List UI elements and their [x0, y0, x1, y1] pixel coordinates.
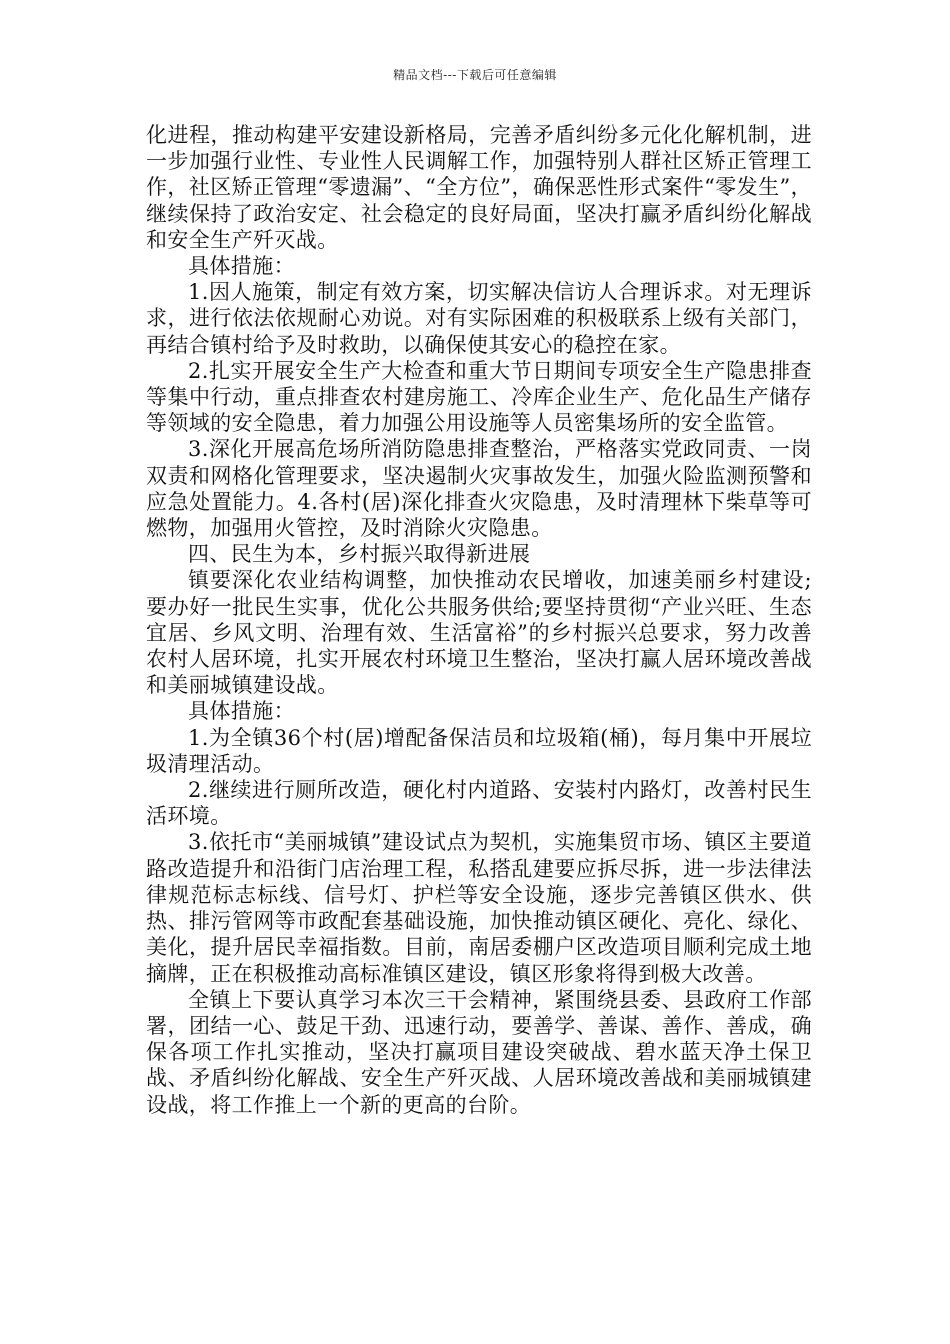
paragraph: 3.依托市“美丽城镇”建设试点为契机，实施集贸市场、镇区主要道路改造提升和沿街门店治理工程，私搭乱建要应拆尽拆，进一步法律法律规范标志标线、信号灯、护栏等安全设施，逐步完善镇区供水、供热、排污管网等市政配套基础设施，加快推动镇区硬化、亮化、绿化、美化，提升居民幸福指数。目前，南居委棚户区改造项目顺利完成土地摘牌，正在积极推动高标准镇区建设，镇区形象将得到极大改善。 [146, 830, 812, 986]
paragraph: 1.因人施策，制定有效方案，切实解决信访人合理诉求。对无理诉求，进行依法依规耐心劝说。对有实际困难的积极联系上级有关部门，再结合镇村给予及时救助，以确保使其安心的稳控在家。 [146, 280, 812, 357]
document-body [146, 122, 812, 1118]
paragraph: 1.为全镇36个村(居)增配备保洁员和垃圾箱(桶)，每月集中开展垃圾清理活动。 [146, 725, 812, 776]
paragraph: 具体措施： [188, 699, 295, 724]
paragraph: 镇要深化农业结构调整，加快推动农民增收，加速美丽乡村建设;要办好一批民生实事，优化公共服务供给;要坚持贯彻“产业兴旺、生态宜居、乡风文明、治理有效、生活富裕”的乡村振兴总要求，努力改善农村人居环境，扎实开展农村环境卫生整治，坚决打赢人居环境改善战和美丽城镇建设战。 [146, 568, 812, 698]
paragraph: 全镇上下要认真学习本次三干会精神，紧围绕县委、县政府工作部署，团结一心、鼓足干劲、迅速行动，要善学、善谋、善作、善成，确保各项工作扎实推动，坚决打赢项目建设突破战、碧水蓝天净土保卫战、矛盾纠纷化解战、安全生产歼灭战、人居环境改善战和美丽城镇建设战，将工作推上一个新的更高的台阶。 [146, 987, 812, 1117]
paragraph: 2.继续进行厕所改造，硬化村内道路、安装村内路灯，改善村民生活环境。 [146, 778, 812, 829]
paragraph: 2.扎实开展安全生产大检查和重大节日期间专项安全生产隐患排查等集中行动，重点排查农村建房施工、冷库企业生产、危化品生产储存等领域的安全隐患，着力加强公用设施等人员密集场所的安全监管。 [146, 358, 812, 436]
paragraph: 化进程，推动构建平安建设新格局，完善矛盾纠纷多元化化解机制，进一步加强行业性、专业性人民调解工作，加强特别人群社区矫正管理工作，社区矫正管理“零遗漏”、“全方位”，确保恶性形式案件“零发生”，继续保持了政治安定、社会稳定的良好局面，坚决打赢矛盾纠纷化解战和安全生产歼灭战。 [146, 123, 813, 252]
section-heading: 四、民生为本，乡村振兴取得新进展 [188, 542, 531, 567]
paragraph: 具体措施： [188, 254, 295, 279]
page-header: 精品文档---下载后可任意编辑 [393, 68, 557, 82]
paragraph: 3.深化开展高危场所消防隐患排查整治，严格落实党政同责、一岗双责和网格化管理要求，坚决遏制火灾事故发生，加强火险监测预警和应急处置能力。4.各村(居)深化排查火灾隐患，及时清理林下柴草等可燃物，加强用火管控，及时消除火灾隐患。 [146, 437, 812, 541]
